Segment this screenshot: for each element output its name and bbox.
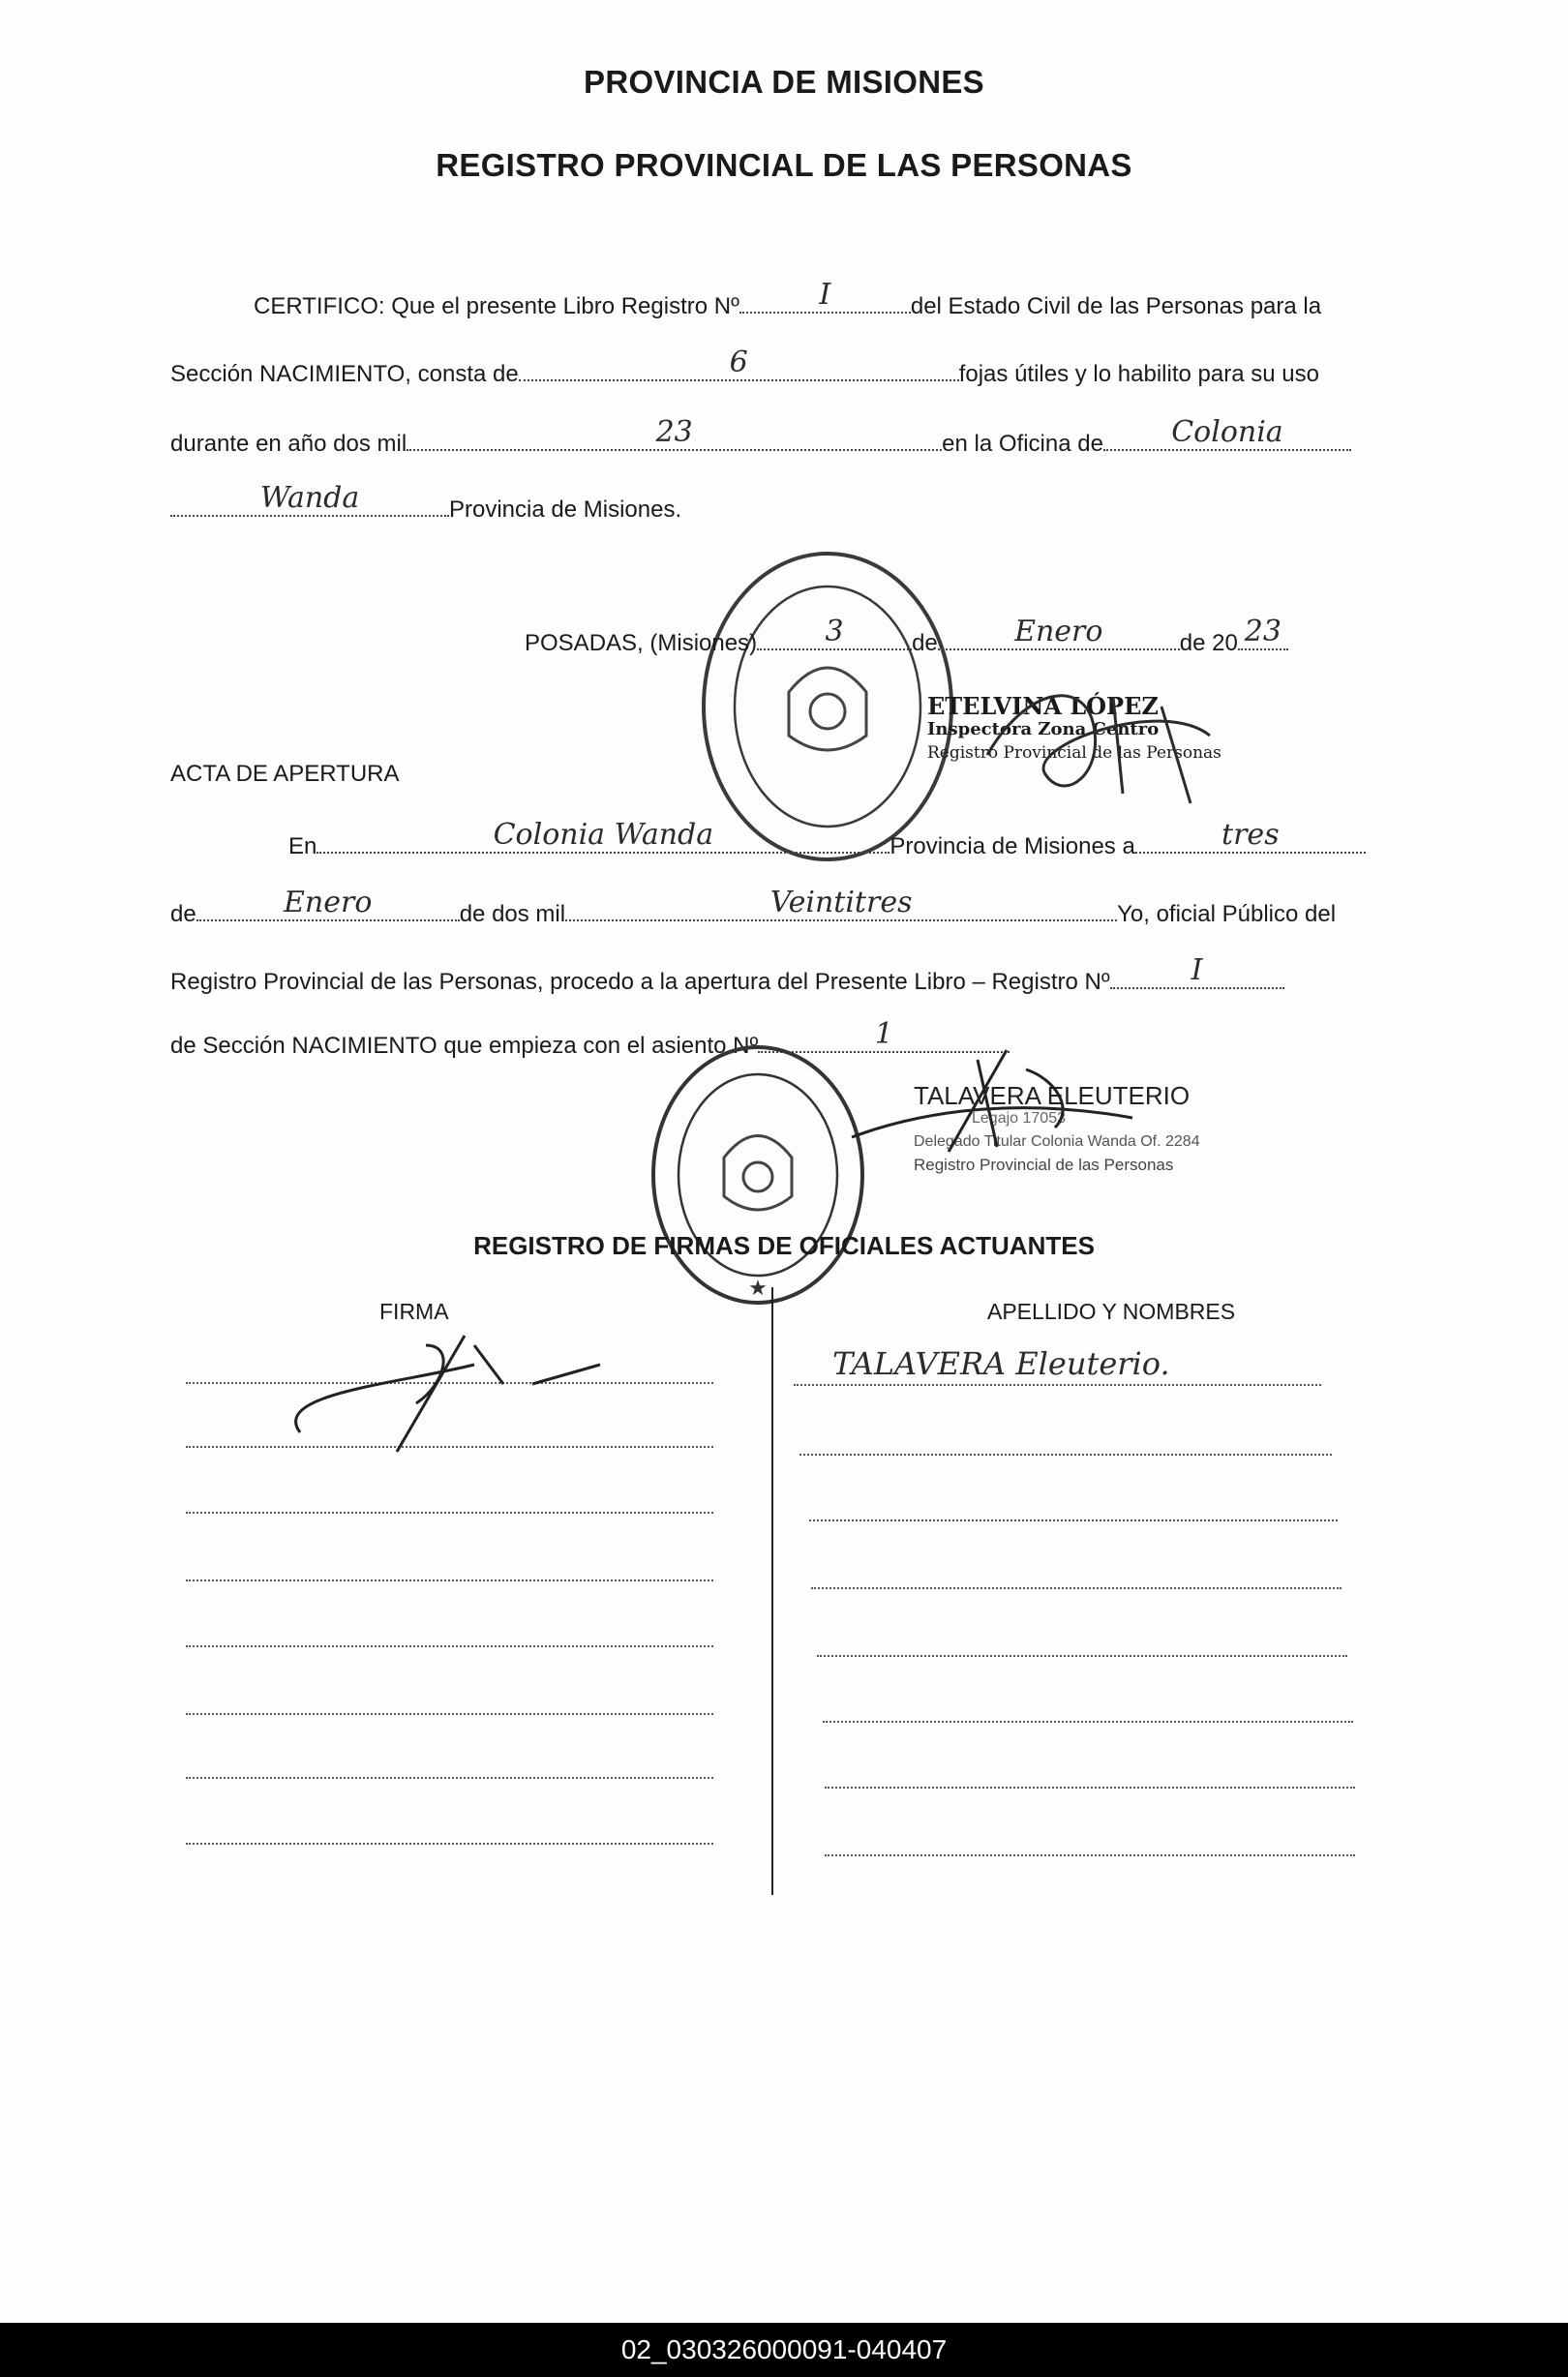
col-firma: FIRMA	[379, 1299, 449, 1324]
cert-l2-suffix: fojas útiles y lo habilito para su uso	[958, 361, 1319, 387]
acta-l2-mid: de dos mil	[459, 901, 566, 927]
firma-row-8	[186, 1843, 713, 1845]
firma-row-5	[186, 1645, 713, 1647]
nombre-row-2	[799, 1454, 1332, 1456]
nombre-row-3	[809, 1519, 1338, 1521]
acta-l2-value-2: Veintitres	[769, 886, 913, 919]
cert-l3-mid: en la Oficina de	[942, 431, 1103, 457]
acta-l2-prefix: de	[170, 901, 196, 927]
column-divider	[771, 1287, 773, 1895]
cert-l1-prefix: CERTIFICO: Que el presente Libro Registro Nº	[254, 293, 739, 319]
cert-l2-blank	[519, 346, 959, 381]
officer-name: TALAVERA ELEUTERIO	[914, 1081, 1191, 1110]
firma-row-3	[186, 1512, 713, 1514]
cert-l3-prefix: durante en año dos mil	[170, 431, 407, 457]
nombre-value-1: TALAVERA Eleuterio.	[832, 1345, 1170, 1382]
province-title: PROVINCIA DE MISIONES	[584, 64, 984, 100]
acta-line-3	[170, 953, 1284, 997]
acta-l3-blank	[1110, 953, 1284, 989]
acta-l4-prefix: de Sección NACIMIENTO que empieza con el asiento Nº	[170, 1033, 759, 1059]
acta-l3-value: I	[1191, 953, 1203, 987]
acta-l2-value: Enero	[284, 886, 373, 919]
firma-signature-1	[281, 1326, 610, 1461]
inspector-seal-stamp	[697, 547, 958, 866]
inspector-signature	[968, 668, 1258, 813]
officer-org: Registro Provincial de las Personas	[914, 1156, 1174, 1174]
date-year-blank	[1238, 615, 1288, 650]
acta-l1-prefix: En	[288, 833, 317, 859]
cert-line-3	[170, 415, 1351, 459]
firma-row-7	[186, 1777, 713, 1779]
cert-l2-prefix: Sección NACIMIENTO, consta de	[170, 361, 519, 387]
acta-title: ACTA DE APERTURA	[170, 761, 400, 787]
svg-text:★: ★	[748, 1277, 768, 1301]
cert-l1-blank	[739, 278, 911, 314]
cert-l3-value: 23	[655, 415, 693, 449]
acta-l2-blank	[196, 886, 460, 921]
cert-line-2	[170, 346, 1319, 389]
officer-signature	[832, 1040, 1152, 1157]
acta-l3-prefix: Registro Provincial de las Personas, procedo a la apertura del Presente Libro – Registro Nº	[170, 969, 1110, 995]
date-year: 23	[1244, 615, 1282, 648]
nombre-row-8	[825, 1854, 1355, 1856]
inspector-role: Inspectora Zona Centro	[927, 719, 1160, 739]
acta-l1-value: Colonia Wanda	[493, 818, 714, 852]
acta-line-2	[170, 886, 1337, 929]
date-day-blank	[757, 615, 912, 650]
acta-l2-blank-2	[565, 886, 1117, 921]
cert-l2-value: 6	[729, 346, 748, 379]
acta-l1-blank-2	[1135, 818, 1366, 854]
acta-l4-value: 1	[874, 1017, 893, 1051]
acta-l1-value-2: tres	[1221, 818, 1280, 852]
date-de: de	[912, 630, 938, 656]
registry-title: REGISTRO PROVINCIAL DE LAS PERSONAS	[436, 147, 1132, 183]
acta-l1-blank	[317, 818, 890, 854]
inspector-name: ETELVINA LÓPEZ	[927, 692, 1159, 720]
cert-line-4	[170, 481, 682, 525]
footer-code: 02_030326000091-040407	[0, 2323, 1568, 2377]
date-month-blank	[938, 615, 1180, 650]
date-line	[525, 615, 1288, 658]
firma-row-4	[186, 1580, 713, 1581]
officer-legajo: Legajo 17053	[972, 1110, 1066, 1127]
cert-l1-value: I	[819, 278, 831, 312]
date-prefix: POSADAS, (Misiones)	[525, 630, 758, 656]
cert-line-1	[254, 278, 1322, 321]
cert-l1-suffix: del Estado Civil de las Personas para la	[910, 293, 1322, 319]
cert-l3-value-2: Colonia	[1171, 415, 1283, 449]
acta-l1-mid: Provincia de Misiones a	[890, 833, 1135, 859]
inspector-org: Registro Provincial de las Personas	[927, 743, 1221, 763]
nombre-row-5	[817, 1655, 1347, 1657]
signatures-heading: REGISTRO DE FIRMAS DE OFICIALES ACTUANTES	[473, 1231, 1095, 1260]
officer-role: Delegado Titular Colonia Wanda Of. 2284	[914, 1133, 1200, 1150]
nombre-row-4	[811, 1587, 1342, 1589]
cert-l4-suffix: Provincia de Misiones.	[449, 496, 682, 523]
acta-line-1	[288, 818, 1366, 861]
nombre-row-6	[823, 1721, 1353, 1723]
nombre-row-7	[825, 1787, 1355, 1789]
cert-l4-blank	[170, 481, 449, 517]
cert-l3-blank-2	[1103, 415, 1351, 451]
acta-l2-suffix: Yo, oficial Público del	[1117, 901, 1337, 927]
nombre-row-1	[794, 1384, 1321, 1386]
date-day: 3	[825, 615, 844, 648]
firma-row-6	[186, 1713, 713, 1715]
date-year-prefix: de 20	[1179, 630, 1238, 656]
date-month: Enero	[1014, 615, 1103, 648]
cert-l3-blank	[407, 415, 942, 451]
cert-l4-value: Wanda	[259, 481, 360, 515]
col-nombres: APELLIDO Y NOMBRES	[987, 1299, 1236, 1324]
